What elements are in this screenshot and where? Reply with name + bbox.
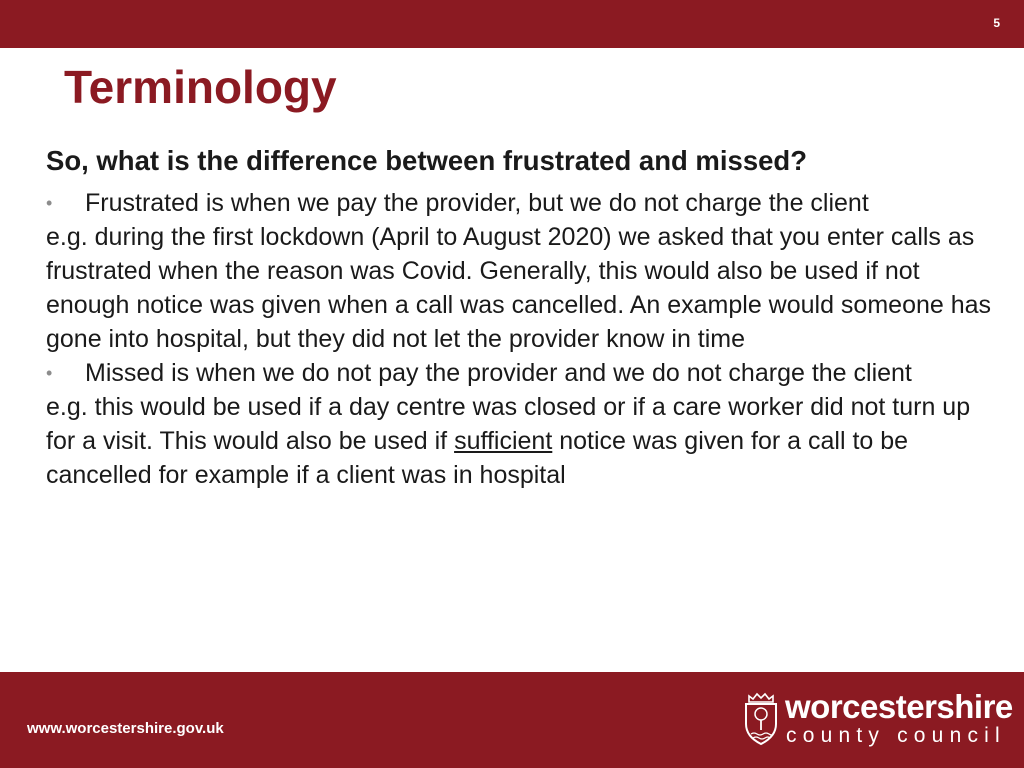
logo-wordmark: worcestershire bbox=[785, 688, 1013, 725]
example-frustrated: e.g. during the first lockdown (April to August 2020) we asked that you enter calls as frustrated when the reason was Covid. Generally, this would also be used if not enough notice was given when a call was cancelled. An example would someone has gone into hospital, but they did not let the provider know in time bbox=[46, 223, 992, 353]
example-missed-start: e.g. this would be used if a day centre was closed or if a care worker did not turn up for a visit. This would also be used if bbox=[46, 393, 971, 455]
website-link[interactable]: www.worcestershire.gov.uk bbox=[27, 720, 224, 737]
council-logo bbox=[743, 688, 1013, 754]
crest-icon bbox=[743, 692, 779, 746]
slide-content bbox=[46, 144, 996, 492]
top-bar bbox=[0, 0, 1024, 48]
underlined-word: sufficient bbox=[454, 427, 553, 455]
page-number: 5 bbox=[993, 16, 1000, 30]
example-missed-end: notice was given for a call to be cancelled for example if a client was in hospital bbox=[46, 427, 909, 489]
logo-subtitle: county council bbox=[786, 724, 1006, 747]
slide-title: Terminology bbox=[64, 61, 337, 113]
bullet-marker-icon: • bbox=[46, 193, 53, 213]
example-missed bbox=[46, 390, 996, 492]
footer-bar bbox=[0, 672, 1024, 768]
bullet-marker-icon: • bbox=[46, 363, 53, 383]
bullet-missed-text: Missed is when we do not pay the provider and we do not charge the client bbox=[85, 359, 912, 387]
question-heading: So, what is the difference between frustrated and missed? bbox=[46, 145, 808, 176]
bullet-missed bbox=[46, 356, 996, 390]
bullet-frustrated-text: Frustrated is when we pay the provider, but we do not charge the client bbox=[85, 189, 869, 217]
bullet-frustrated bbox=[46, 186, 996, 220]
